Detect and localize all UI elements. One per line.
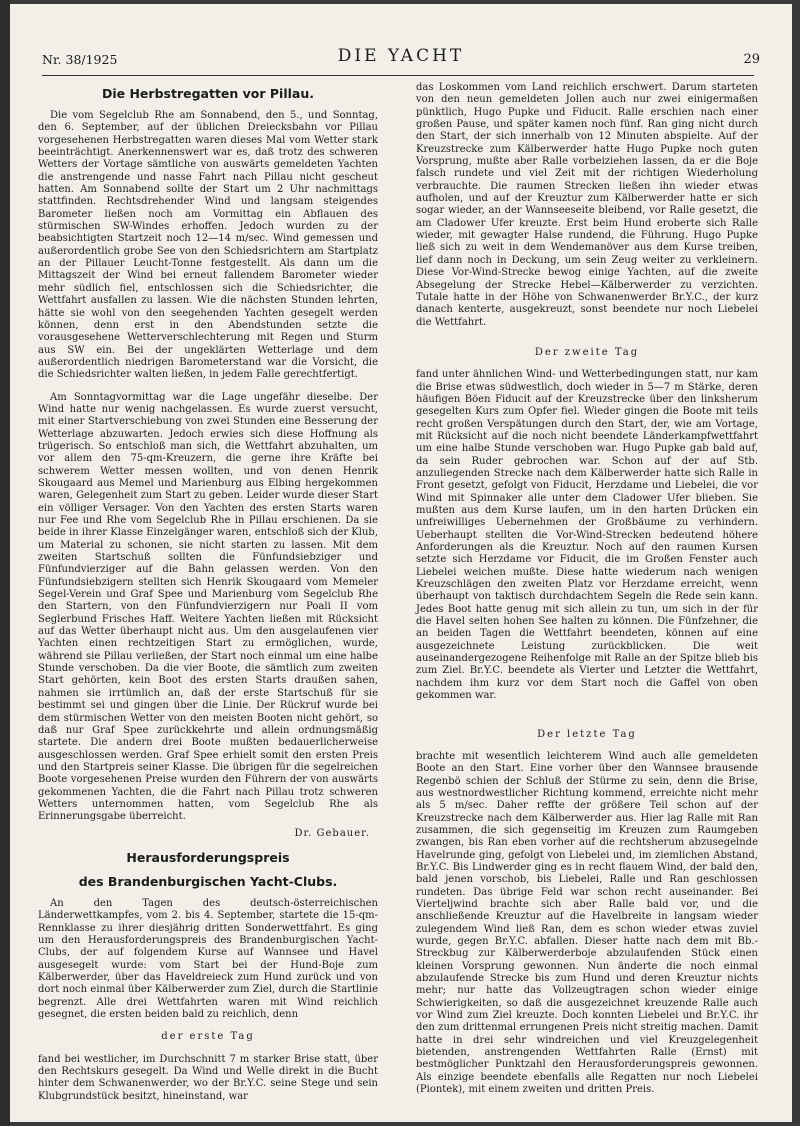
page-header	[38, 42, 764, 72]
article1-signature: Dr. Gebauer.	[294, 827, 370, 839]
day1-text-right: das Loskommen vom Land reichlich erschwert. Darum starteten von den neun gemeldeten Jollen auch nur zwei einigermaßen pünktlich, Hugo Pupke und Fiducit. Ralle erschien nach einer großen Pause, und später kamen noch fünf. Ran ging nicht durch den Start, der sich innerhalb von 12 Minuten abspielte. Auf der Kreuzstrecke zum Kälberwerder hatte Hugo Pupke noch guten Vorsprung, mußte aber Ralle vorbeiziehen lassen, da er die Boje falsch rundete und viel Zeit mit der richtigen Wiederholung verbrauchte. Die raumen Strecken ließen ihn wieder etwas aufholen, und auf der Kreuztur zum Kälberwerder hatte er sich sogar wieder, an der Wannseeseite bleibend, vor Ralle gesetzt, die am Cladower Ufer kreuzte. Erst beim Hund eroberte sich Ralle wieder, mit gewagter Halse rundend, die Führung. Hugo Pupke ließ sich zu weit in dem Wendemanöver aus dem Kurse treiben, lief dann noch in Deckung, um sein Zeug weiter zu verkleinern. Diese Vor-Wind-Strecke bewog einige Yachten, auf die zweite Absegelung der Strecke Hebel—Kälberwerder zu verzichten. Tutale hatte in der Höhe von Schwanenwerder Br.Y.C., der kurz danach kenterte, ausgekreuzt, sonst beendete nur noch Liebelei die Wettfahrt.	[416, 82, 758, 328]
article2-title-line1: Herausforderungspreis	[126, 849, 290, 865]
day3-heading: Der letzte Tag	[537, 728, 637, 740]
day1-heading: der erste Tag	[161, 1031, 255, 1043]
page-number: 29	[743, 52, 760, 67]
right-column	[416, 82, 758, 1096]
magazine-page	[10, 4, 792, 1122]
day1-text-left: fand bei westlicher, im Durchschnitt 7 m starker Brise statt, über den Rechtskurs gesegelt. Da Wind und Welle direkt in die Bucht hinter dem Schwanenwerder, wo der Br.Y.C. seine Stege und sein Klubgrundstück besitzt, hineinstand, war	[38, 1053, 378, 1102]
article2-title-line2: des Brandenburgischen Yacht-Clubs.	[78, 873, 338, 889]
magazine-title: DIE YACHT	[337, 46, 465, 66]
day2-text: fand unter ähnlichen Wind- und Wetterbedingungen statt, nur kam die Brise etwas südwestlich, doch wieder in 5—7 m Stärke, deren häufigen Böen Fiducit auf der Kreuzstrecke über den linksherum gesegelten Kurs zum Opfer fiel. Wieder gingen die Boote mit teils recht großen Verspätungen durch den Start, der, wie am Vortage, mit Rücksicht auf die noch nicht beendete Länderkampfwettfahrt um eine halbe Stunde verschoben war. Hugo Pupke gab bald auf, da sein Ruder gebrochen war. Schon auf der auf Stb. anzuliegenden Strecke nach dem Kälberwerder hatte sich Ralle in Front gesetzt, gefolgt von Fiducit, Herzdame und Liebelei, die vor Wind mit Spinnaker alle unter dem Cladower Ufer blieben. Sie mußten aus dem Kurse laufen, um in den harten Drücken ein unfreiwilliges Uebernehmen der Großbäume zu verhindern. Ueberhaupt stellten die Vor-Wind-Strecken bedeutend höhere Anforderungen als die Kreuztur. Noch auf den raumen Kursen setzte sich Herzdame vor Fiducit, die im Großen Fenster auch Liebelei weichen mußte. Diese hatte wiederum nach wenigen Kreuzschlägen den zweiten Platz vor Herzdame erreicht, wenn überhaupt von taktisch durchdachtem Segeln die Rede sein kann. Jedes Boot hatte genug mit sich allein zu tun, um sich in der für die Havel selten hohen See halten zu können. Die Fünfzehner, die an beiden Tagen die Wettfahrt beendeten, können auf eine ausgezeichnete Leistung zurückblicken. Die weit auseinandergezogene Reihenfolge mit Ralle an der Spitze blieb bis zum Ziel. Br.Y.C. beendete als Vierter und Letzter die Wettfahrt, nachdem ihm kurz vor dem Start noch die Gaffel von oben gekommen war.	[416, 369, 758, 702]
article1-paragraph-1: Die vom Segelclub Rhe am Sonnabend, den 5., und Sonntag, den 6. September, auf der üblichen Dreiecksbahn vor Pillau vorgesehenen Herbstregatten waren dieses Mal vom Wetter stark beeinträchtigt. Anerkennenswert war es, daß trotz des schweren Wetters der Vortage sämtliche von auswärts gemeldeten Yachten die anstrengende und nasse Fahrt nach Pillau nicht gescheut hatten. Am Sonnabend sollte der Start um 2 Uhr nachmittags stattfinden. Rechtsdrehender Wind und langsam steigendes Barometer ließen noch am Vormittag ein Abflauen des stürmischen SW-Windes erhoffen. Jedoch wurden zu der beabsichtigten Startzeit noch 12—14 m/sec. Wind gemessen und außerordentlich grobe See von den Schiedsrichtern am Startplatz an der Pillauer Leucht-Tonne festgestellt. Als dann um die Mittagszeit der Wind bei erneut fallendem Barometer wieder mehr südlich fiel, entschlossen sich die Schiedsrichter, die Wettfahrt ausfallen zu lassen. Wie die nächsten Stunden lehrten, hätte sie wohl von den seegehenden Yachten gesegelt werden können, denn erst in den Abendstunden setzte die vorausgesehene Wetterverschlechterung mit Regen und Sturm aus SW ein. Bei der ungeklärten Wetterlage und dem außerordentlich niedrigen Barometerstand war die Vorsicht, die die Schiedsrichter walten ließen, in jedem Falle gerechtfertigt.	[38, 110, 378, 381]
left-column	[38, 82, 378, 1103]
article1-title: Die Herbstregatten vor Pillau.	[101, 86, 314, 101]
scan-edge	[0, 0, 10, 1126]
day3-text: brachte mit wesentlich leichterem Wind auch alle gemeldeten Boote an den Start. Eine vorher über den Wannsee brausende Regenbö schien der Schluß der Stürme zu sein, denn die Brise, aus westnordwestlicher Richtung kommend, erreichte nicht mehr als 5 m/sec. Daher reffte der größere Teil schon auf der Kreuzstrecke nach dem Kälberwerder aus. Hier lag Ralle mit Ran zusammen, die sich gegenseitig im Kreuzen zum Raumgeben zwangen, bis Ran eben vorher auf die rechtsherum abzusegelnde Havelrunde ging, gefolgt von Liebelei und, im ziemlichen Abstand, Br.Y.C. Bis Lindwerder ging es in recht flauem Wind, der bald den, bald jenen vorschob, bis Liebelei, Ralle und Ran geschlossen rundeten. Das übrige Feld war schon recht auseinander. Bei Vierteljwind brachte sich aber Ralle bald vor, und die anschließende Kreuztur auf die Havelbreite in langsam wieder zulegendem Wind ließ Ran, dem es schon wieder etwas zuviel wurde, gegen Br.Y.C. abfallen. Dieser hatte nach dem mit Bb.-Streckbug zur Kälberwerderboje abzulaufenden Stück einen kleinen Vorsprung gewonnen. Nun änderte die noch einmal abzulaufende Strecke bis zum Hund und deren Kreuztur nichts mehr; nur hatte das Vollzeugtragen schon wieder einige Schwierigkeiten, so daß die ausgezeichnet kreuzende Ralle auch vor Wind zum Ziel kreuzte. Doch konnten Liebelei und Br.Y.C. ihr den zum drittenmal errungenen Preis nicht streitig machen. Damit hatte in drei sehr windreichen und viel Kreuzgelegenheit bietenden, anstrengenden Wettfahrten Ralle (Ernst) mit bestmöglicher Punktzahl den Herausforderungspreis gewonnen. Als einzige beendete ebenfalls alle Regatten nur noch Liebelei (Piontek), mit einem zweiten und dritten Preis.	[416, 750, 758, 1096]
day2-heading: Der zweite Tag	[534, 346, 640, 358]
header-rule	[42, 75, 754, 76]
issue-number: Nr. 38/1925	[42, 52, 118, 67]
article1-paragraph-2: Am Sonntagvormittag war die Lage ungefähr dieselbe. Der Wind hatte nur wenig nachgelassen. Es wurde zuerst versucht, mit einer Startverschiebung von zwei Stunden eine Besserung der Wetterlage abzuwarten. Jedoch erwies sich diese Hoffnung als trügerisch. So entschloß man sich, die Wettfahrt abzuhalten, um vor allem den 75-qm-Kreuzern, die gerne ihre Kräfte bei schwerem Wetter messen wollten, und von denen Henrik Skougaard aus Memel und Marienburg aus Elbing hergekommen waren, Gelegenheit zum Start zu geben. Leider wurde dieser Start ein völliger Versager. Von den Yachten des ersten Starts waren nur Fee und Rhe vom Segelclub Rhe in Pillau erschienen. Da sie beide in ihrer Klasse Einzelgänger waren, entschloß sich der Klub, um Material zu schonen, sie nicht starten zu lassen. Mit dem zweiten Startschuß sollten die Fünfundsiebziger und Fünfundvierziger auf die Bahn gelassen werden. Von den Fünfundsiebzigern stellten sich Henrik Skougaard vom Memeler Segel-Verein und Graf Spee und Marienburg vom Segelclub Rhe den Startern, von den Fünfundvierzigern nur Poali II vom Seglerbund Frisches Haff. Weitere Yachten ließen mit Rücksicht auf das Wetter überhaupt nicht aus. Um den ausgelaufenen vier Yachten einen rechtzeitigen Start zu ermöglichen, wurde, während sie Pillau verließen, der Start noch einmal um eine halbe Stunde verschoben. Da die vier Boote, die sämtlich zum zweiten Start gehörten, kein Boot des ersten Starts draußen sahen, nahmen sie irrtümlich an, daß der erste Startschuß für sie bestimmt sei und gingen über die Linie. Der Rückruf wurde bei dem stürmischen Wetter von den meisten Booten nicht gehört, so daß nur Graf Spee zurückkehrte und allein ordnungsmäßig startete. Die andern drei Boote mußten bedauerlicherweise ausgeschlossen werden. Graf Spee erhielt somit den ersten Preis und den Startpreis seiner Klasse. Die übrigen für die segelreichen Boote vorgesehenen Preise wurden den Führern der von auswärts gekommenen Yachten, die die Fahrt nach Pillau trotz schweren Wetters unternommen hatten, vom Segelclub Rhe als Erinnerungsgabe überreicht.	[38, 391, 378, 823]
article2-intro: An den Tagen des deutsch-österreichischen Länderwettkampfes, vom 2. bis 4. September, startete die 15-qm-Rennklasse zu ihrer diesjährig dritten Sonderwettfahrt. Es ging um den Herausforderungspreis des Brandenburgischen Yacht-Clubs, der auf folgendem Kurse auf Wannsee und Havel ausgesegelt wurde: vom Start bei der Hund-Boje zum Kälberwerder, über das Haveldreieck zum Hund zurück und von dort noch einmal über Kälberwerder zum Ziel, durch die Startlinie begrenzt. Alle drei Wettfahrten waren mit Wind reichlich gesegnet, die ersten beiden bald zu reichlich, denn	[38, 897, 378, 1021]
